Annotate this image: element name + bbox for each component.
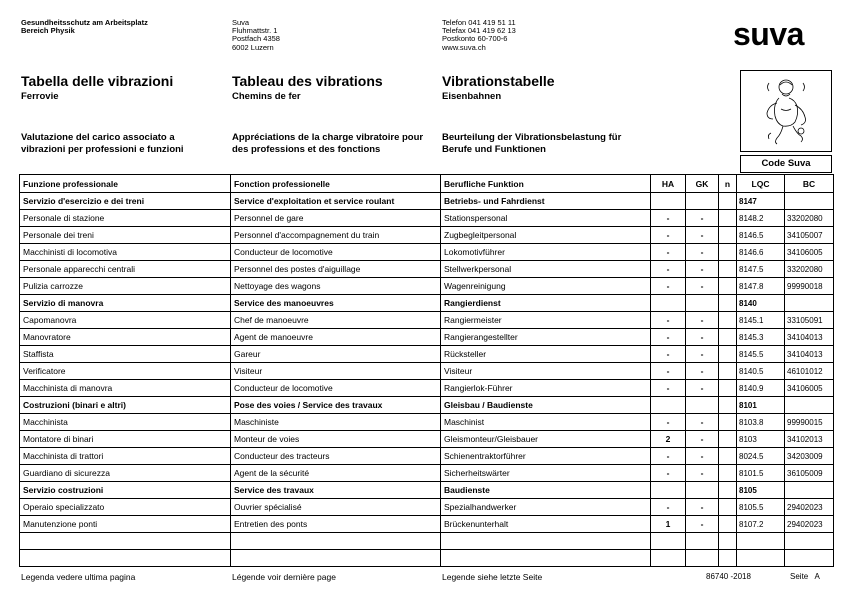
- cell-gk: -: [686, 261, 719, 278]
- cell-ha: [651, 295, 686, 312]
- table-row: [20, 516, 834, 533]
- cell-fr: Agent de manoeuvre: [231, 329, 441, 346]
- org-line: Bereich Physik: [21, 26, 75, 36]
- suva-logo: suva: [733, 16, 804, 52]
- table-row: [20, 380, 834, 397]
- cell-ha: -: [651, 448, 686, 465]
- desc-line: vibrazioni per professioni e funzioni: [21, 143, 184, 155]
- cell-fr: Agent de la sécurité: [231, 465, 441, 482]
- code-suva-label: Code Suva: [740, 155, 832, 173]
- cell-it: Personale di stazione: [20, 210, 231, 227]
- cell-ha: -: [651, 329, 686, 346]
- cell-fr: Service des manoeuvres: [231, 295, 441, 312]
- cell-lqc: 8140.5: [737, 363, 785, 380]
- cell-lqc: 8147.5: [737, 261, 785, 278]
- cell-ha: -: [651, 278, 686, 295]
- column-header: Funzione professionale: [20, 175, 231, 193]
- cell-bc: 34203009: [785, 448, 834, 465]
- cell-lqc: 8103: [737, 431, 785, 448]
- cell-lqc: 8101.5: [737, 465, 785, 482]
- cell-it: Servizio di manovra: [20, 295, 231, 312]
- cell-bc: 33202080: [785, 261, 834, 278]
- cell-it: Macchinista: [20, 414, 231, 431]
- cell-gk: -: [686, 499, 719, 516]
- cell-ha: -: [651, 363, 686, 380]
- cell-n: [719, 414, 737, 431]
- desc-line: Beurteilung der Vibrationsbelastung für: [442, 132, 622, 143]
- cell-fr: Ouvrier spécialisé: [231, 499, 441, 516]
- cell-it: Servizio costruzioni: [20, 482, 231, 499]
- column-header: Berufliche Funktion: [441, 175, 651, 193]
- address-block: [232, 19, 280, 52]
- table-row: [20, 363, 834, 380]
- table-row: [20, 312, 834, 329]
- cell-it: Manovratore: [20, 329, 231, 346]
- cell-lqc: 8140: [737, 295, 785, 312]
- cell-bc: [785, 533, 834, 550]
- cell-de: Gleisbau / Baudienste: [441, 397, 651, 414]
- cell-fr: Conducteur de locomotive: [231, 244, 441, 261]
- table-row: [20, 329, 834, 346]
- cell-n: [719, 380, 737, 397]
- cell-fr: Gareur: [231, 346, 441, 363]
- legend-it: Legenda vedere ultima pagina: [21, 572, 136, 582]
- cell-n: [719, 397, 737, 414]
- cell-ha: -: [651, 414, 686, 431]
- cell-fr: Visiteur: [231, 363, 441, 380]
- table-header-row: [20, 175, 834, 193]
- cell-n: [719, 278, 737, 295]
- cell-lqc: 8146.6: [737, 244, 785, 261]
- cell-ha: -: [651, 312, 686, 329]
- cell-ha: -: [651, 380, 686, 397]
- cell-it: Capomanovra: [20, 312, 231, 329]
- cell-n: [719, 210, 737, 227]
- cell-it: Operaio specializzato: [20, 499, 231, 516]
- cell-ha: -: [651, 210, 686, 227]
- desc-line: des professions et des fonctions: [232, 143, 381, 155]
- cell-bc: 34104013: [785, 329, 834, 346]
- cell-fr: Conducteur de locomotive: [231, 380, 441, 397]
- cell-n: [719, 227, 737, 244]
- cell-de: Sicherheitswärter: [441, 465, 651, 482]
- desc-line: Appréciations de la charge vibratoire pour: [232, 132, 424, 143]
- cell-de: Stationspersonal: [441, 210, 651, 227]
- cell-fr: Chef de manoeuvre: [231, 312, 441, 329]
- cell-gk: -: [686, 380, 719, 397]
- cell-fr: [231, 550, 441, 567]
- cell-lqc: [737, 533, 785, 550]
- cell-de: Zugbegleitpersonal: [441, 227, 651, 244]
- cell-lqc: 8105: [737, 482, 785, 499]
- cell-n: [719, 516, 737, 533]
- cell-gk: -: [686, 448, 719, 465]
- cell-lqc: 8145.1: [737, 312, 785, 329]
- cell-ha: [651, 397, 686, 414]
- cell-de: Baudienste: [441, 482, 651, 499]
- cell-bc: 99990015: [785, 414, 834, 431]
- cell-bc: [785, 550, 834, 567]
- cell-de: Schienentraktorführer: [441, 448, 651, 465]
- table-row: [20, 210, 834, 227]
- cell-ha: -: [651, 261, 686, 278]
- cell-gk: [686, 295, 719, 312]
- contact-line: Telefon 041 419 51 11: [442, 18, 516, 27]
- cell-it: Servizio d'esercizio e dei treni: [20, 193, 231, 210]
- contact-block: [442, 19, 516, 52]
- cell-it: Macchinisti di locomotiva: [20, 244, 231, 261]
- cell-it: Personale dei treni: [20, 227, 231, 244]
- cell-fr: Pose des voies / Service des travaux: [231, 397, 441, 414]
- cell-lqc: 8103.8: [737, 414, 785, 431]
- cell-bc: 34105007: [785, 227, 834, 244]
- cell-lqc: [737, 550, 785, 567]
- cell-lqc: 8101: [737, 397, 785, 414]
- cell-n: [719, 244, 737, 261]
- cell-bc: [785, 482, 834, 499]
- cell-n: [719, 499, 737, 516]
- table-row: [20, 244, 834, 261]
- cell-n: [719, 550, 737, 567]
- table-body: [20, 193, 834, 567]
- cell-fr: Service des travaux: [231, 482, 441, 499]
- cell-de: [441, 550, 651, 567]
- desc-it: [21, 132, 184, 155]
- cell-de: Rücksteller: [441, 346, 651, 363]
- cell-ha: [651, 193, 686, 210]
- cell-gk: -: [686, 312, 719, 329]
- cell-n: [719, 329, 737, 346]
- cell-lqc: 8105.5: [737, 499, 785, 516]
- table-row: [20, 465, 834, 482]
- cell-ha: -: [651, 465, 686, 482]
- cell-lqc: 8146.5: [737, 227, 785, 244]
- cell-n: [719, 346, 737, 363]
- section-row: [20, 482, 834, 499]
- page-number: Seite A: [790, 572, 820, 581]
- cell-it: Macchinista di trattori: [20, 448, 231, 465]
- cell-n: [719, 482, 737, 499]
- cell-gk: -: [686, 244, 719, 261]
- doc-number: 86740 -2018: [706, 572, 751, 581]
- cell-fr: Entretien des ponts: [231, 516, 441, 533]
- cell-fr: [231, 533, 441, 550]
- cell-it: Costruzioni (binari e altri): [20, 397, 231, 414]
- cell-it: Guardiano di sicurezza: [20, 465, 231, 482]
- illustration-box: [740, 70, 832, 152]
- cell-gk: -: [686, 329, 719, 346]
- table-row: [20, 414, 834, 431]
- cell-gk: -: [686, 363, 719, 380]
- contact-line: Telefax 041 419 62 13: [442, 26, 516, 36]
- cell-gk: -: [686, 210, 719, 227]
- cell-de: Gleismonteur/Gleisbauer: [441, 431, 651, 448]
- cell-lqc: 8024.5: [737, 448, 785, 465]
- cell-fr: Personnel d'accompagnement du train: [231, 227, 441, 244]
- cell-ha: 1: [651, 516, 686, 533]
- section-row: [20, 193, 834, 210]
- cell-lqc: 8148.2: [737, 210, 785, 227]
- cell-ha: -: [651, 346, 686, 363]
- cell-de: Visiteur: [441, 363, 651, 380]
- cell-gk: -: [686, 278, 719, 295]
- cell-gk: -: [686, 431, 719, 448]
- cell-ha: -: [651, 244, 686, 261]
- cell-de: Stellwerkpersonal: [441, 261, 651, 278]
- cell-fr: Personnel de gare: [231, 210, 441, 227]
- cell-de: Maschinist: [441, 414, 651, 431]
- cell-de: Rangierangestellter: [441, 329, 651, 346]
- table-row: [20, 431, 834, 448]
- cell-it: [20, 550, 231, 567]
- cell-gk: [686, 550, 719, 567]
- cell-bc: [785, 295, 834, 312]
- table-row: [20, 261, 834, 278]
- cell-it: Montatore di binari: [20, 431, 231, 448]
- vibration-table: [19, 174, 834, 567]
- cell-fr: Monteur de voies: [231, 431, 441, 448]
- cell-bc: 34106005: [785, 380, 834, 397]
- cell-ha: [651, 482, 686, 499]
- section-row: [20, 295, 834, 312]
- cell-it: Pulizia carrozze: [20, 278, 231, 295]
- table-row: [20, 278, 834, 295]
- cell-de: Wagenreinigung: [441, 278, 651, 295]
- section-row: [20, 397, 834, 414]
- table-row: [20, 550, 834, 567]
- column-header: GK: [686, 175, 719, 193]
- address-line: Suva: [232, 18, 250, 27]
- column-header: n: [719, 175, 737, 193]
- address-line: Postfach 4358: [232, 34, 280, 44]
- cell-lqc: 8107.2: [737, 516, 785, 533]
- cell-bc: 34104013: [785, 346, 834, 363]
- address-line: Fluhmattstr. 1: [232, 26, 278, 36]
- address-line: 6002 Luzern: [232, 42, 274, 52]
- table-row: [20, 499, 834, 516]
- org-block: [21, 19, 148, 35]
- cell-n: [719, 363, 737, 380]
- cell-n: [719, 431, 737, 448]
- cell-gk: [686, 482, 719, 499]
- cell-gk: -: [686, 465, 719, 482]
- cell-de: Rangierlok-Führer: [441, 380, 651, 397]
- subtitle-fr: Chemins de fer: [232, 91, 301, 102]
- cell-n: [719, 193, 737, 210]
- cell-fr: Service d'exploitation et service roulant: [231, 193, 441, 210]
- cell-ha: -: [651, 499, 686, 516]
- cell-bc: 33202080: [785, 210, 834, 227]
- cell-lqc: 8147.8: [737, 278, 785, 295]
- cell-fr: Maschiniste: [231, 414, 441, 431]
- cell-fr: Nettoyage des wagons: [231, 278, 441, 295]
- subtitle-it: Ferrovie: [21, 91, 59, 102]
- column-header: HA: [651, 175, 686, 193]
- table-row: [20, 448, 834, 465]
- cell-ha: [651, 550, 686, 567]
- cell-n: [719, 312, 737, 329]
- cell-it: [20, 533, 231, 550]
- cell-n: [719, 533, 737, 550]
- cell-gk: -: [686, 516, 719, 533]
- cell-gk: -: [686, 414, 719, 431]
- cell-it: Macchinista di manovra: [20, 380, 231, 397]
- cell-de: Brückenunterhalt: [441, 516, 651, 533]
- desc-fr: [232, 132, 423, 155]
- cell-gk: [686, 533, 719, 550]
- cell-it: Verificatore: [20, 363, 231, 380]
- cell-de: [441, 533, 651, 550]
- cell-gk: [686, 397, 719, 414]
- org-line: Gesundheitsschutz am Arbeitsplatz: [21, 18, 148, 27]
- desc-de: [442, 132, 621, 155]
- cell-bc: 99990018: [785, 278, 834, 295]
- cell-lqc: 8147: [737, 193, 785, 210]
- title-fr: Tableau des vibrations: [232, 73, 383, 89]
- cell-n: [719, 465, 737, 482]
- cell-lqc: 8145.3: [737, 329, 785, 346]
- cell-it: Staffista: [20, 346, 231, 363]
- contact-line: www.suva.ch: [442, 42, 486, 52]
- cell-bc: 33105091: [785, 312, 834, 329]
- cell-de: Rangiermeister: [441, 312, 651, 329]
- column-header: LQC: [737, 175, 785, 193]
- cell-ha: -: [651, 227, 686, 244]
- cell-gk: -: [686, 227, 719, 244]
- cell-de: Lokomotivführer: [441, 244, 651, 261]
- desc-line: Valutazione del carico associato a: [21, 132, 175, 143]
- cell-it: Manutenzione ponti: [20, 516, 231, 533]
- cell-bc: 34102013: [785, 431, 834, 448]
- cell-bc: 29402023: [785, 499, 834, 516]
- cell-de: Spezialhandwerker: [441, 499, 651, 516]
- cell-bc: 29402023: [785, 516, 834, 533]
- cell-lqc: 8140.9: [737, 380, 785, 397]
- table-row: [20, 227, 834, 244]
- table-row: [20, 533, 834, 550]
- cell-bc: 46101012: [785, 363, 834, 380]
- cell-fr: Personnel des postes d'aiguillage: [231, 261, 441, 278]
- legend-fr: Légende voir dernière page: [232, 572, 336, 582]
- cell-gk: -: [686, 346, 719, 363]
- column-header: Fonction professionelle: [231, 175, 441, 193]
- contact-line: Postkonto 60-700-6: [442, 34, 508, 44]
- cell-de: Betriebs- und Fahrdienst: [441, 193, 651, 210]
- table-row: [20, 346, 834, 363]
- cell-ha: [651, 533, 686, 550]
- cell-lqc: 8145.5: [737, 346, 785, 363]
- cell-it: Personale apparecchi centrali: [20, 261, 231, 278]
- worker-illustration: [741, 71, 831, 151]
- cell-ha: 2: [651, 431, 686, 448]
- column-header: BC: [785, 175, 834, 193]
- cell-de: Rangierdienst: [441, 295, 651, 312]
- cell-n: [719, 448, 737, 465]
- cell-n: [719, 295, 737, 312]
- legend-de: Legende siehe letzte Seite: [442, 572, 543, 582]
- cell-bc: 34106005: [785, 244, 834, 261]
- title-it: Tabella delle vibrazioni: [21, 73, 174, 89]
- cell-n: [719, 261, 737, 278]
- cell-fr: Conducteur des tracteurs: [231, 448, 441, 465]
- title-de: Vibrationstabelle: [442, 73, 555, 89]
- cell-bc: [785, 397, 834, 414]
- cell-bc: [785, 193, 834, 210]
- desc-line: Berufe und Funktionen: [442, 143, 546, 155]
- subtitle-de: Eisenbahnen: [442, 91, 502, 102]
- cell-gk: [686, 193, 719, 210]
- cell-bc: 36105009: [785, 465, 834, 482]
